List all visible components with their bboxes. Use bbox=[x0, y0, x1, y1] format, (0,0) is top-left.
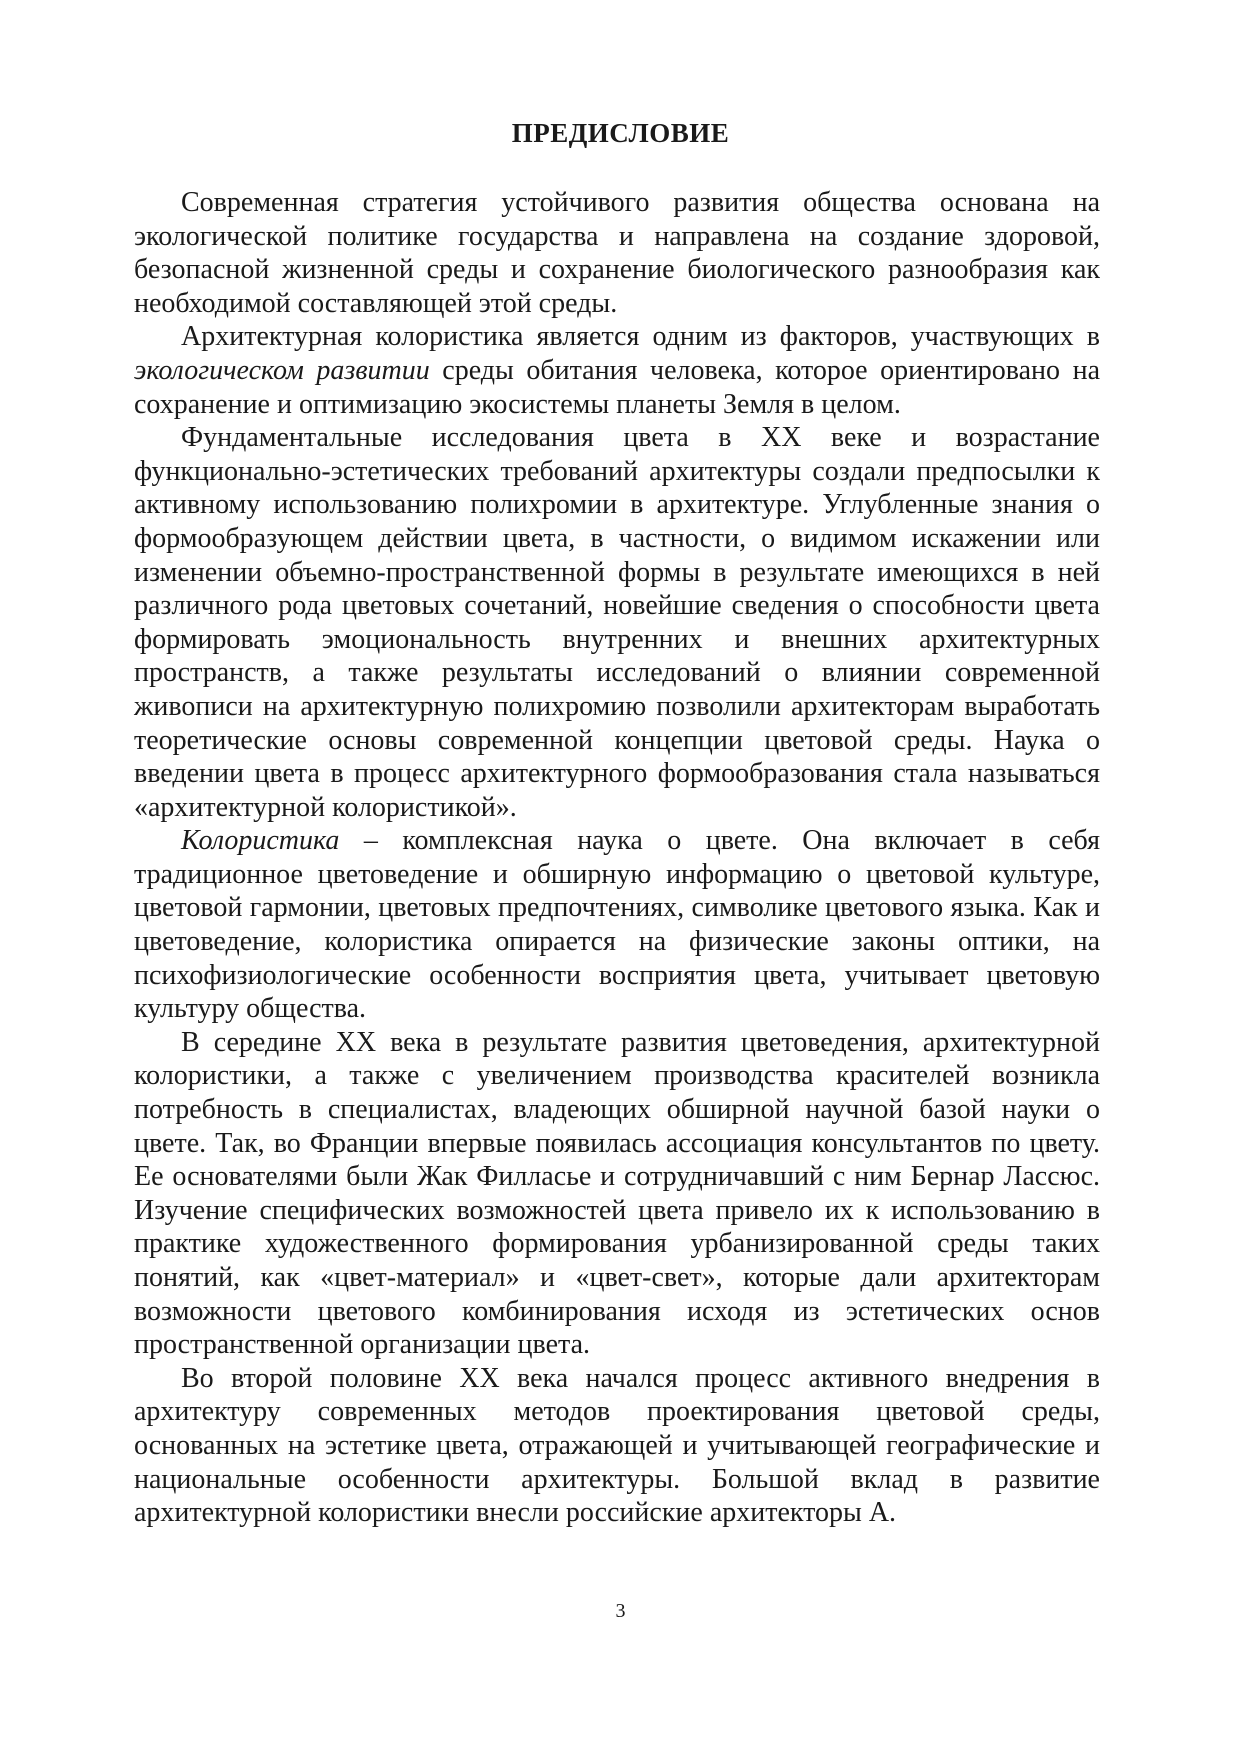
paragraph-3-text: Фундаментальные исследования цвета в XX веке и возрастание функционально-эстетических требований архитектуры создали предпосылки к активному использованию полихромии в архитектуре. Углубленные знания о формообразующем действии цвета, в частности, о видимом искажении или изменении объемно-пространственной формы в результате имеющихся в ней различного рода цветовых сочетаний, новейшие сведения о способности цвета формировать эмоциональность внутренних и внешних архитектурных пространств, а также результаты исследований о влиянии современной живописи на архитектурную полихромию позволили архитекторам выработать теоретические основы современной концепции цветовой среды. Наука о введении цвета в процесс архитектурного формообразования стала называться «архитектурной колористикой». bbox=[134, 422, 1100, 823]
page-title: ПРЕДИСЛОВИЕ bbox=[511, 118, 730, 148]
paragraph-4 bbox=[134, 824, 1100, 1026]
paragraph-3 bbox=[134, 421, 1100, 824]
body-text bbox=[134, 186, 1100, 1530]
paragraph-2 bbox=[134, 320, 1100, 421]
paragraph-6-text: Во второй половине XX века начался процесс активного внедрения в архитектуру современных методов проектирования цветовой среды, основанных на эстетике цвета, отражающей и учитывающей географические и национальные особенности архитектуры. Большой вклад в развитие архитектурной колористики внесли российские архитекторы А. bbox=[134, 1362, 1100, 1529]
paragraph-1 bbox=[134, 186, 1100, 320]
paragraph-4-italic-term: Колористика bbox=[181, 825, 340, 857]
paragraph-6 bbox=[134, 1362, 1100, 1530]
paragraph-2-text: Архитектурная колористика является одним из факторов, участвующих в bbox=[181, 321, 1100, 353]
paragraph-1-text: Современная стратегия устойчивого развития общества основана на экологической политике государства и направлена на создание здоровой, безопасной жизненной среды и сохранение биологического разнообразия как необходимой составляющей этой среды. bbox=[134, 187, 1100, 319]
paragraph-4-text: – комплексная наука о цвете. Она включает в себя традиционное цветоведение и обширную информацию о цветовой культуре, цветовой гармонии, цветовых предпочтениях, символике цветового языка. Как и цветоведение, колористика опирается на физические законы оптики, на психофизиологические особенности восприятия цвета, учитывает цветовую культуру общества. bbox=[134, 825, 1100, 1025]
paragraph-2-italic-term: экологическом развитии bbox=[134, 354, 430, 386]
paragraph-5-text: В середине XX века в результате развития цветоведения, архитектурной колористики, а также с увеличением производства красителей возникла потребность в специалистах, владеющих обширной научной базой науки о цвете. Так, во Франции впервые появилась ассоциация консультантов по цвету. Ее основателями были Жак Филласье и сотрудничавший с ним Бернар Лассюс. Изучение специфических возможностей цвета привело их к использованию в практике художественного формирования урбанизированной среды таких понятий, как «цвет-материал» и «цвет-свет», которые дали архитекторам возможности цветового комбинирования исходя из эстетических основ пространственной организации цвета. bbox=[134, 1026, 1100, 1361]
paragraph-2-text-continued: среды обитания человека, которое ориентировано на сохранение и оптимизацию экосистемы планеты Земля в целом. bbox=[134, 354, 1100, 420]
paragraph-5 bbox=[134, 1026, 1100, 1362]
page-number: 3 bbox=[615, 1600, 626, 1622]
